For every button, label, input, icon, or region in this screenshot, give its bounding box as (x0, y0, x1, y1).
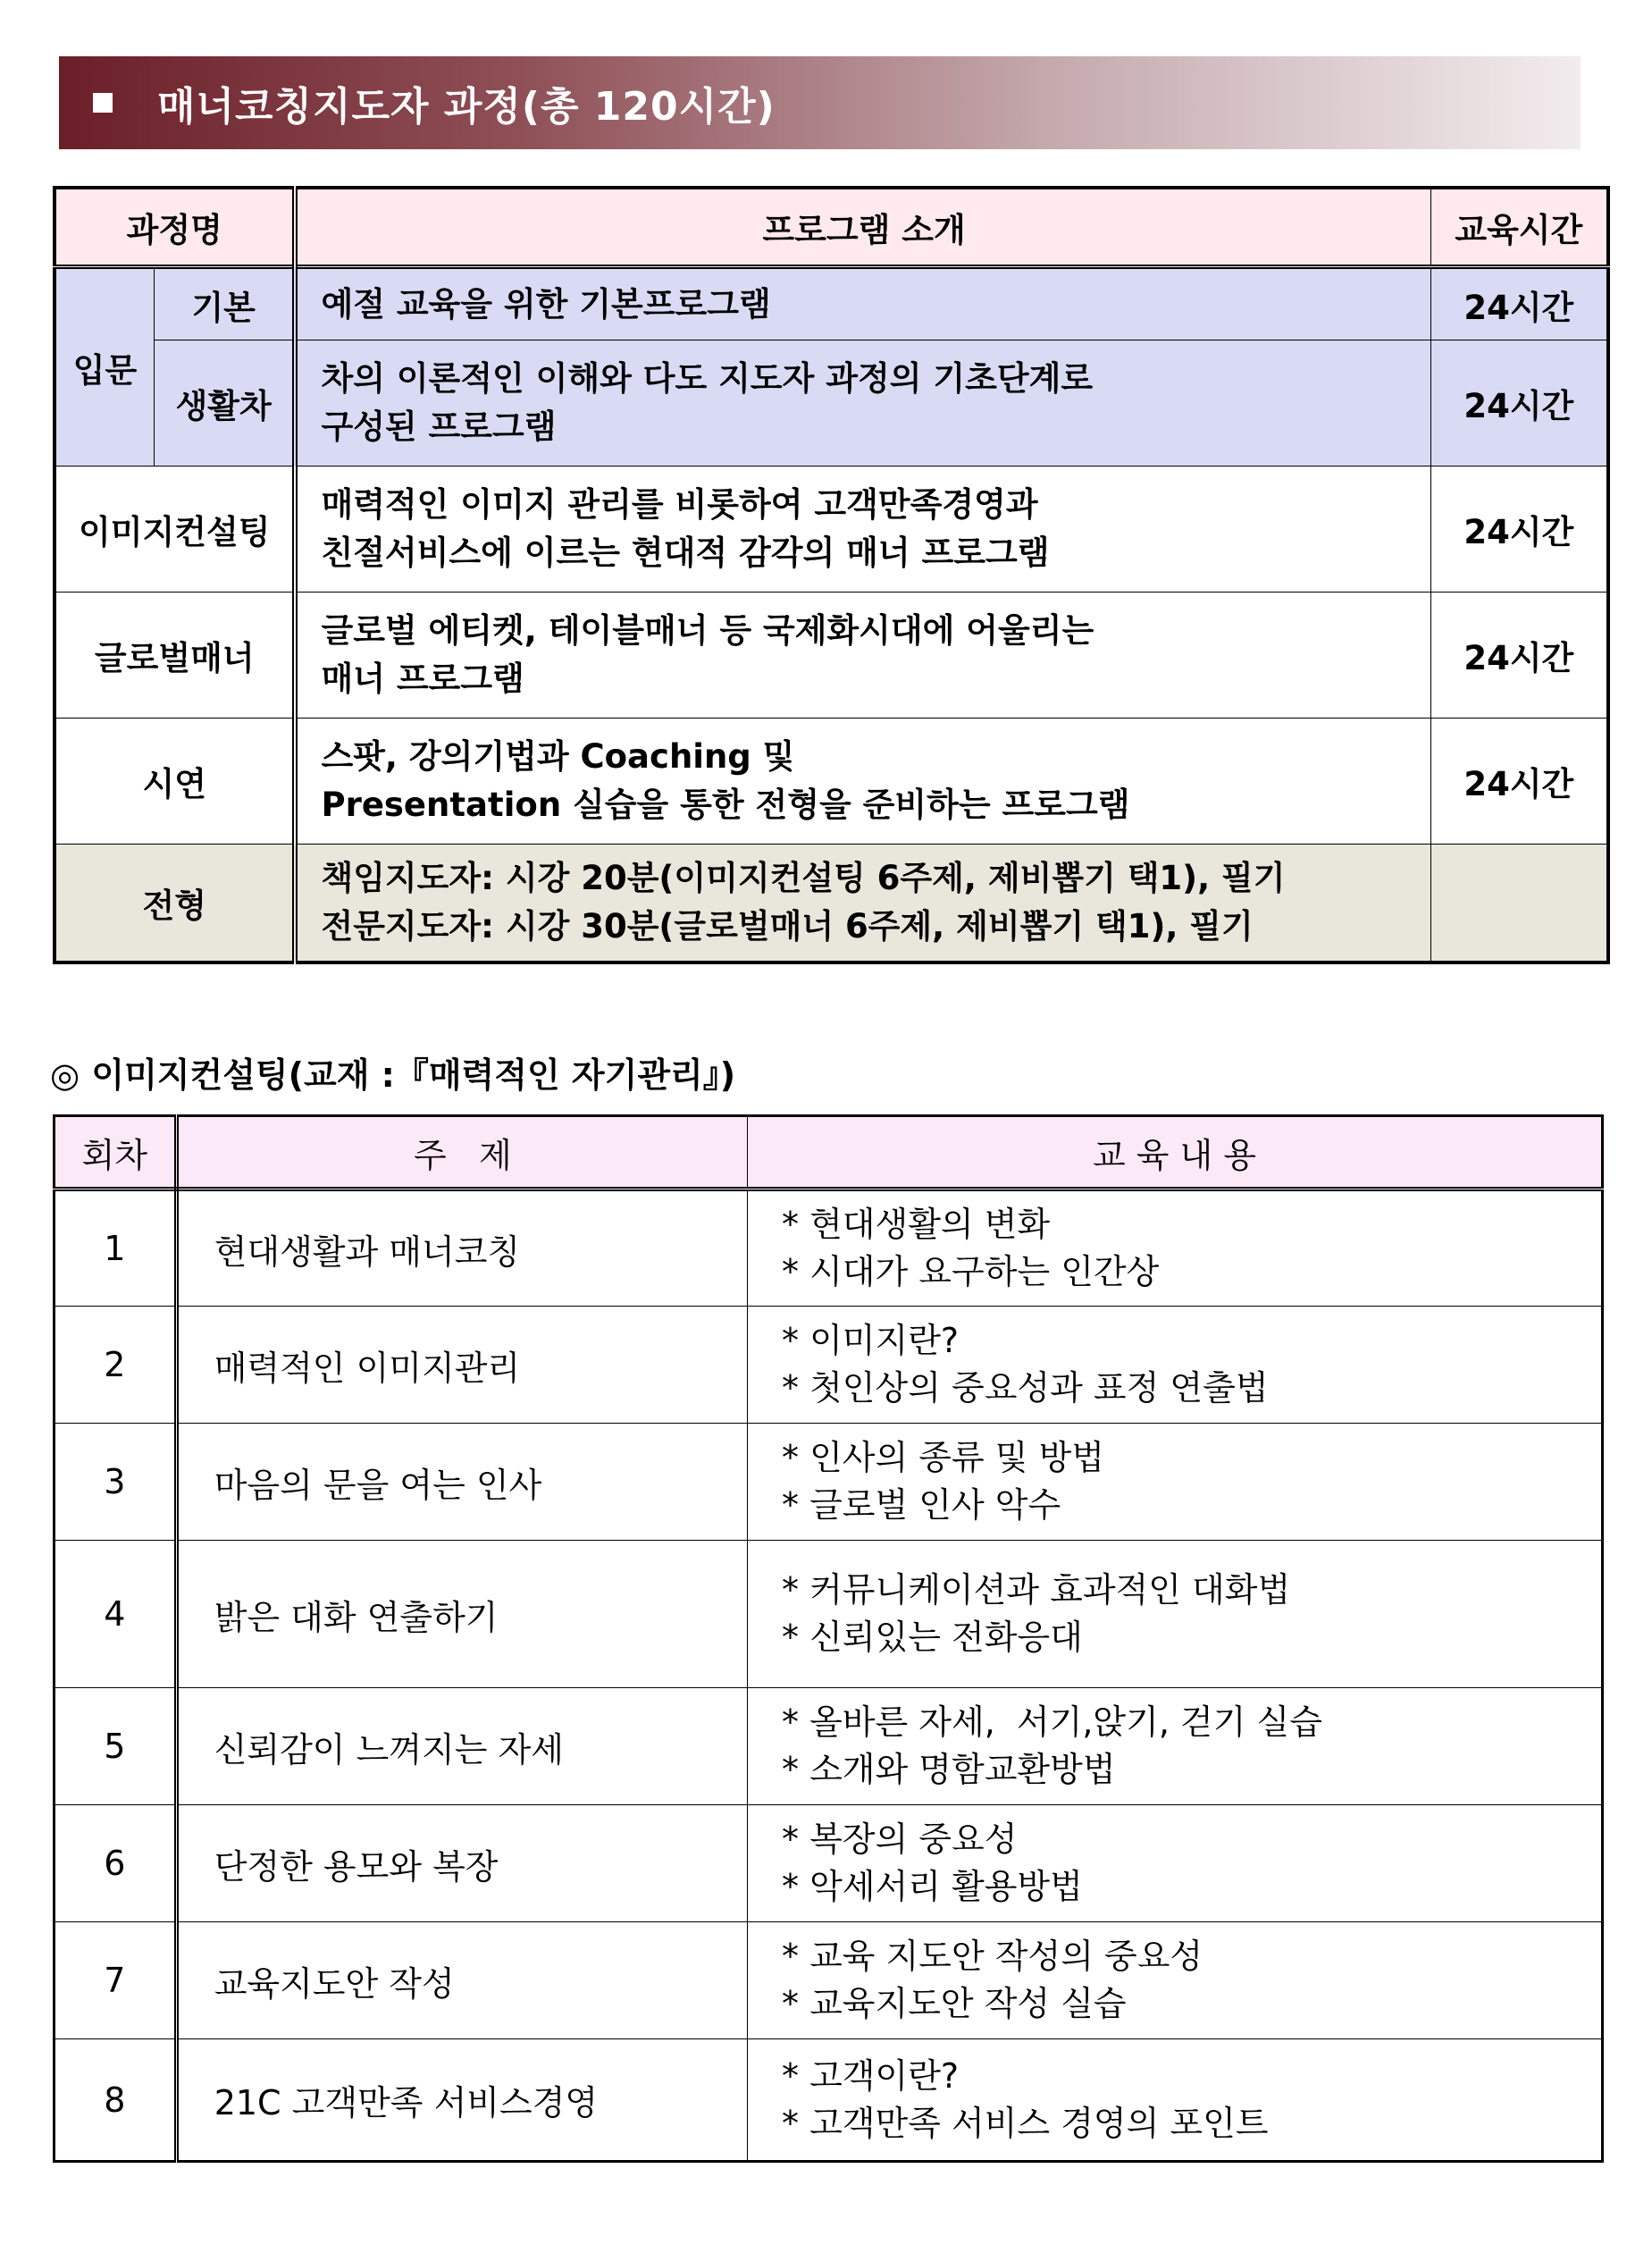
table-row (55, 593, 1608, 719)
program-description: 차의 이론적인 이해와 다도 지도자 과정의 기초단계로 구성된 프로그램 (295, 340, 1430, 466)
section-title: ◎ 이미지컨설팅(교재 :『매력적인 자기관리』) (50, 1055, 736, 1095)
course-hours (1430, 845, 1608, 962)
table-row (55, 1805, 1603, 1922)
session-content: * 인사의 종류 및 방법 * 글로벌 인사 악수 (748, 1424, 1603, 1541)
session-number: 2 (55, 1307, 177, 1424)
table-row (55, 1424, 1603, 1541)
course-hours: 24시간 (1430, 466, 1608, 593)
course-name: 생활차 (154, 340, 295, 466)
course-name: 전형 (55, 845, 295, 962)
session-content: * 커뮤니케이션과 효과적인 대화법 * 신뢰있는 전화응대 (748, 1541, 1603, 1688)
program-description: 글로벌 에티켓, 테이블매너 등 국제화시대에 어울리는 매너 프로그램 (295, 593, 1430, 719)
course-hours: 24시간 (1430, 593, 1608, 719)
session-table-header (55, 1116, 1603, 1189)
table-row (55, 1307, 1603, 1424)
table-row (55, 719, 1608, 845)
title-banner (59, 56, 1581, 149)
table-row (55, 1189, 1603, 1307)
table-row (55, 1688, 1603, 1805)
session-number: 1 (55, 1189, 177, 1307)
table-row (55, 845, 1608, 962)
session-number: 8 (55, 2039, 177, 2162)
course-name: 글로벌매너 (55, 593, 295, 719)
session-topic: 단정한 용모와 복장 (176, 1805, 747, 1922)
table-row (55, 2039, 1603, 2162)
session-topic: 신뢰감이 느껴지는 자세 (176, 1688, 747, 1805)
session-topic: 마음의 문을 여는 인사 (176, 1424, 747, 1541)
header-course-name: 과정명 (55, 188, 295, 267)
table-row (55, 466, 1608, 593)
course-hours: 24시간 (1430, 719, 1608, 845)
course-table-header (55, 188, 1608, 267)
table-row (55, 340, 1608, 466)
program-description: 매력적인 이미지 관리를 비롯하여 고객만족경영과 친절서비스에 이르는 현대적 감각의 매너 프로그램 (295, 466, 1430, 593)
table-row (55, 267, 1608, 340)
course-name: 기본 (154, 267, 295, 340)
header-content: 교 육 내 용 (748, 1116, 1603, 1189)
header-program: 프로그램 소개 (295, 188, 1430, 267)
table-row (55, 1922, 1603, 2039)
program-description: 스팟, 강의기법과 Coaching 및 Presentation 실습을 통한 전형을 준비하는 프로그램 (295, 719, 1430, 845)
course-hours: 24시간 (1430, 340, 1608, 466)
session-number: 5 (55, 1688, 177, 1805)
header-session-no: 회차 (55, 1116, 177, 1189)
session-number: 6 (55, 1805, 177, 1922)
banner-title: 매너코칭지도자 과정(총 120시간) (157, 84, 776, 130)
session-content: * 고객이란? * 고객만족 서비스 경영의 포인트 (748, 2039, 1603, 2162)
session-number: 3 (55, 1424, 177, 1541)
session-content: * 교육 지도안 작성의 중요성 * 교육지도안 작성 실습 (748, 1922, 1603, 2039)
header-hours: 교육시간 (1430, 188, 1608, 267)
session-content: * 복장의 중요성 * 악세서리 활용방법 (748, 1805, 1603, 1922)
session-content: * 현대생활의 변화 * 시대가 요구하는 인간상 (748, 1189, 1603, 1307)
table-row (55, 1541, 1603, 1688)
header-topic: 주 제 (176, 1116, 747, 1189)
course-name: 시연 (55, 719, 295, 845)
session-content: * 이미지란? * 첫인상의 중요성과 표정 연출법 (748, 1307, 1603, 1424)
program-description: 예절 교육을 위한 기본프로그램 (295, 267, 1430, 340)
course-table (53, 186, 1610, 964)
course-hours: 24시간 (1430, 267, 1608, 340)
session-topic: 21C 고객만족 서비스경영 (176, 2039, 747, 2162)
session-topic: 교육지도안 작성 (176, 1922, 747, 2039)
session-topic: 현대생활과 매너코칭 (176, 1189, 747, 1307)
program-description: 책임지도자: 시강 20분(이미지컨설팅 6주제, 제비뽑기 택1), 필기 전문지도자: 시강 30분(글로벌매너 6주제, 제비뽑기 택1), 필기 (295, 845, 1430, 962)
session-number: 7 (55, 1922, 177, 2039)
session-table (53, 1114, 1604, 2163)
session-topic: 매력적인 이미지관리 (176, 1307, 747, 1424)
session-content: * 올바른 자세, 서기,앉기, 걷기 실습 * 소개와 명함교환방법 (748, 1688, 1603, 1805)
session-number: 4 (55, 1541, 177, 1688)
course-name: 이미지컨설팅 (55, 466, 295, 593)
intro-group-label: 입문 (55, 267, 154, 466)
session-topic: 밝은 대화 연출하기 (176, 1541, 747, 1688)
square-bullet-icon (93, 93, 113, 113)
